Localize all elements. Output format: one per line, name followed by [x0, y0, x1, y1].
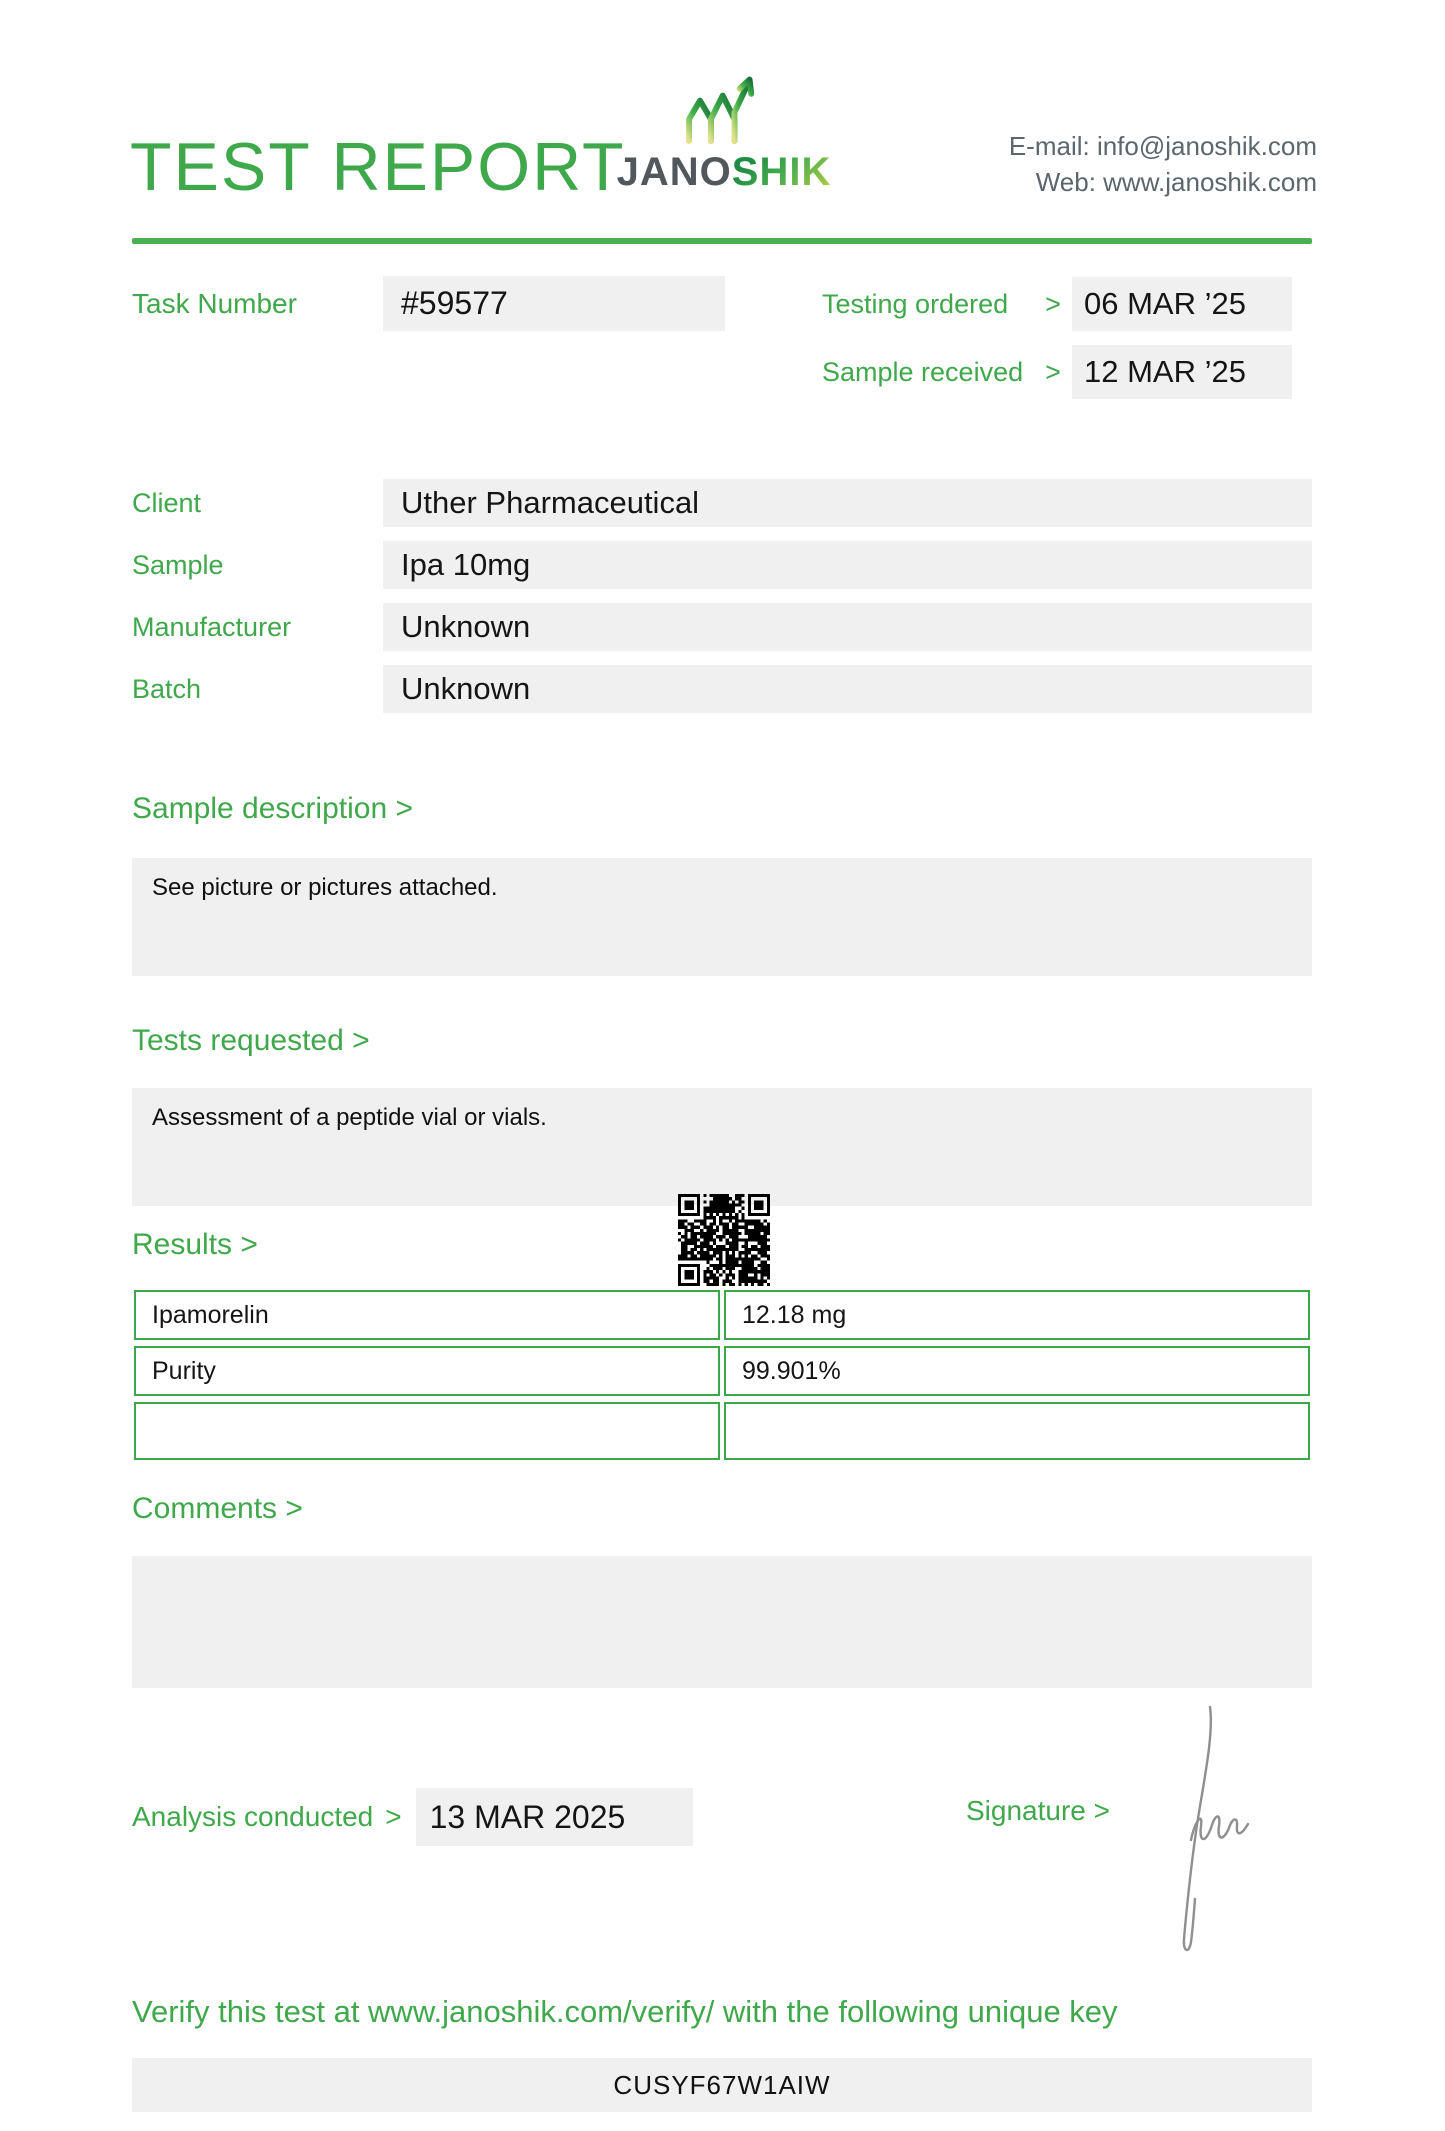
verify-key: CUSYF67W1AIW [132, 2058, 1312, 2112]
result-value-cell [724, 1402, 1310, 1460]
result-value-cell: 99.901% [724, 1346, 1310, 1396]
result-value-cell: 12.18 mg [724, 1290, 1310, 1340]
header-divider [132, 238, 1312, 244]
sample-description-heading: Sample description > [132, 792, 413, 825]
sample-value: Ipa 10mg [383, 541, 1312, 589]
client-label: Client [132, 487, 202, 518]
manufacturer-value: Unknown [383, 603, 1312, 651]
results-table [134, 1290, 1310, 1460]
janoshik-logo [614, 150, 834, 195]
verify-text: Verify this test at www.janoshik.com/verify/ with the following unique key [132, 1994, 1118, 2029]
manufacturer-row [132, 603, 1312, 651]
chevron-right-icon: > [385, 1801, 402, 1832]
client-row [132, 479, 1312, 527]
result-name-cell [134, 1402, 720, 1460]
analysis-conducted-row [132, 1788, 693, 1846]
contact-web: Web: www.janoshik.com [1035, 167, 1317, 197]
sample-description-box: See picture or pictures attached. [132, 858, 1312, 976]
logo-text-jano: JANO [616, 150, 732, 194]
sample-label: Sample [132, 549, 224, 580]
analysis-conducted-value: 13 MAR 2025 [416, 1788, 693, 1846]
analysis-conducted-label: Analysis conducted [132, 1801, 374, 1832]
task-number-label: Task Number [132, 287, 297, 319]
result-name-cell: Ipamorelin [134, 1290, 720, 1340]
signature-label: Signature > [966, 1795, 1110, 1826]
chevron-right-icon: > [1045, 288, 1061, 319]
comments-heading: Comments > [132, 1492, 303, 1525]
batch-label: Batch [132, 673, 202, 704]
logo-chart-icon [680, 72, 762, 146]
sample-received-row [822, 345, 1312, 399]
contact-block [1009, 128, 1317, 200]
comments-box [132, 1556, 1312, 1688]
contact-email: E-mail: info@janoshik.com [1008, 131, 1317, 161]
tests-requested-box: Assessment of a peptide vial or vials. [132, 1088, 1312, 1206]
testing-ordered-row [822, 277, 1312, 331]
sample-received-value: 12 MAR ’25 [1072, 345, 1292, 399]
sample-row [132, 541, 1312, 589]
task-number-value: #59577 [383, 276, 725, 331]
batch-value: Unknown [383, 665, 1312, 713]
client-value: Uther Pharmaceutical [383, 479, 1312, 527]
results-heading: Results > [132, 1228, 258, 1261]
qr-code-icon [678, 1194, 770, 1286]
batch-row [132, 665, 1312, 713]
logo-text-shik: SHIK [731, 150, 832, 194]
result-name-cell: Purity [134, 1346, 720, 1396]
chevron-right-icon: > [1045, 356, 1061, 387]
tests-requested-heading: Tests requested > [132, 1024, 370, 1057]
sample-received-label: Sample received [822, 356, 1024, 387]
testing-ordered-label: Testing ordered [822, 288, 1009, 319]
manufacturer-label: Manufacturer [132, 611, 292, 642]
signature-icon [1168, 1703, 1264, 1955]
task-number-row [132, 276, 725, 331]
page-title: TEST REPORT [130, 129, 626, 205]
testing-ordered-value: 06 MAR ’25 [1072, 277, 1292, 331]
